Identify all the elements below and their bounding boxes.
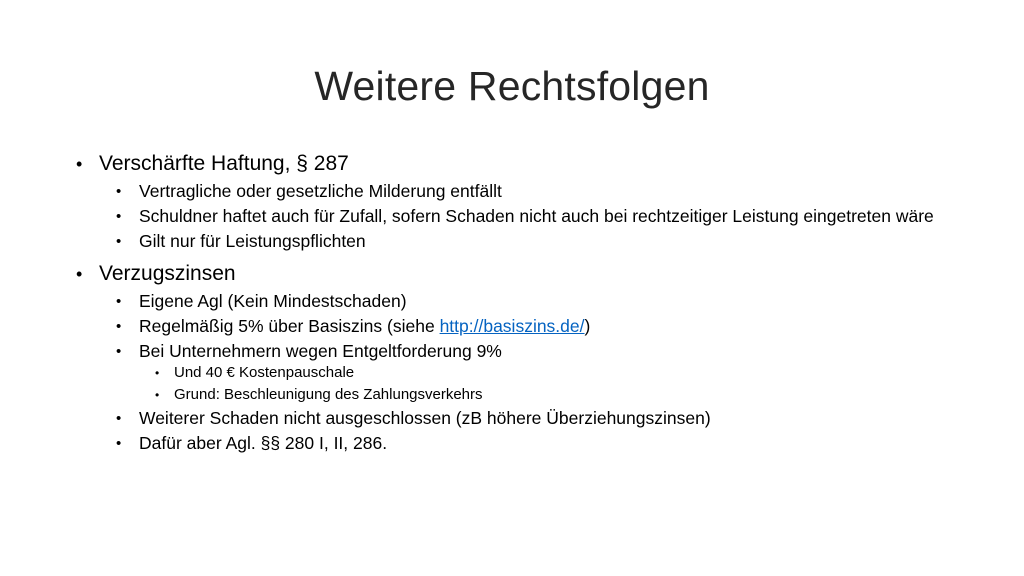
list-item xyxy=(74,363,954,383)
bullet-icon: • xyxy=(116,318,122,335)
list-item xyxy=(74,292,954,311)
bullet-text: Grund: Beschleunigung des Zahlungsverkehrs xyxy=(174,386,483,403)
list-item xyxy=(74,342,954,361)
bullet-icon: • xyxy=(76,264,83,284)
bullet-text: Vertragliche oder gesetzliche Milderung entfällt xyxy=(139,181,502,201)
bullet-icon: • xyxy=(155,366,160,380)
bullet-icon: • xyxy=(116,233,122,250)
bullet-text: Weiterer Schaden nicht ausgeschlossen (zB höhere Überziehungszinsen) xyxy=(139,408,711,428)
bullet-icon: • xyxy=(116,435,122,452)
bullet-text: Schuldner haftet auch für Zufall, sofern Schaden nicht auch bei rechtzeitiger Leistung eingetreten wäre xyxy=(139,206,934,226)
list-item xyxy=(74,207,954,226)
bullet-icon: • xyxy=(116,343,122,360)
list-item xyxy=(74,317,954,336)
bullet-text: Dafür aber Agl. §§ 280 I, II, 286. xyxy=(139,433,388,453)
list-item xyxy=(74,434,954,453)
bullet-text: Und 40 € Kostenpauschale xyxy=(174,364,355,381)
basiszins-link[interactable]: http://basiszins.de/ xyxy=(439,316,585,336)
slide-title: Weitere Rechtsfolgen xyxy=(314,63,710,109)
bullet-icon: • xyxy=(116,293,122,310)
bullet-text-after-link: ) xyxy=(584,316,591,336)
bullet-icon: • xyxy=(76,154,83,174)
list-item xyxy=(74,385,954,405)
bullet-text: Verschärfte Haftung, § 287 xyxy=(99,152,349,175)
bullet-list xyxy=(74,150,954,453)
list-item xyxy=(74,150,954,178)
bullet-text xyxy=(139,316,590,336)
bullet-text: Verzugszinsen xyxy=(99,262,236,285)
bullet-icon: • xyxy=(116,183,122,200)
bullet-text-before-link: Regelmäßig 5% über Basiszins (siehe xyxy=(139,316,440,336)
bullet-icon: • xyxy=(116,410,122,427)
list-item xyxy=(74,260,954,288)
bullet-text: Bei Unternehmern wegen Entgeltforderung 9% xyxy=(139,341,502,361)
bullet-icon: • xyxy=(155,388,160,402)
bullet-icon: • xyxy=(116,208,122,225)
bullet-text: Eigene Agl (Kein Mindestschaden) xyxy=(139,291,407,311)
list-item xyxy=(74,182,954,201)
list-item xyxy=(74,232,954,251)
list-item xyxy=(74,409,954,428)
bullet-text: Gilt nur für Leistungspflichten xyxy=(139,231,366,251)
